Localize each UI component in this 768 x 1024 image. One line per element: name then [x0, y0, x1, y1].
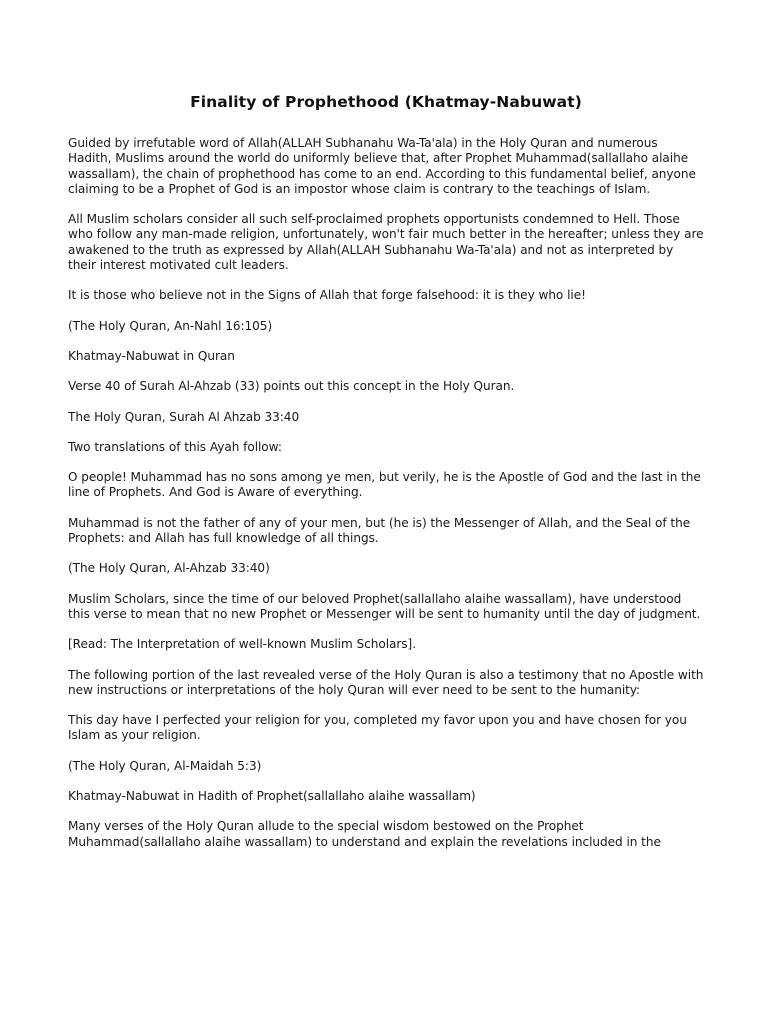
translation-paragraph: O people! Muhammad has no sons among ye men, but verily, he is the Apostle of God and the last in the line of Prophets. And God is Aware of everything. — [68, 470, 701, 500]
citation: (The Holy Quran, Al-Maidah 5:3) — [68, 758, 262, 773]
citation: (The Holy Quran, Al-Ahzab 33:40) — [68, 561, 270, 576]
paragraph: Guided by irrefutable word of Allah(ALLAH Subhanahu Wa-Ta'ala) in the Holy Quran and numerous Hadith, Muslims around the world do uniformly believe that, after Prophet Muhammad(sallallaho alaihe wassallam), the chain of prophethood has come to an end. According to this fundamental belief, anyone claiming to be a Prophet of God is an impostor whose claim is contrary to the teachings of Islam. — [68, 136, 696, 196]
read-reference: [Read: The Interpretation of well-known Muslim Scholars]. — [68, 637, 417, 652]
section-heading: Khatmay-Nabuwat in Hadith of Prophet(sallallaho alaihe wassallam) — [68, 789, 476, 804]
quote-paragraph: This day have I perfected your religion for you, completed my favor upon you and have chosen for you Islam as your religion. — [68, 713, 687, 743]
paragraph: Muslim Scholars, since the time of our beloved Prophet(sallallaho alaihe wassallam), have understood this verse to mean that no new Prophet or Messenger will be sent to humanity until the day of judgment. — [68, 591, 701, 621]
paragraph: Many verses of the Holy Quran allude to the special wisdom bestowed on the Prophet Muhammad(sallallaho alaihe wassallam) to understand and explain the revelations included in the — [68, 819, 661, 849]
paragraph: Two translations of this Ayah follow: — [68, 439, 282, 454]
document-page — [68, 92, 704, 865]
citation: The Holy Quran, Surah Al Ahzab 33:40 — [68, 409, 300, 424]
quote-paragraph: It is those who believe not in the Signs of Allah that forge falsehood: it is they who lie! — [68, 288, 586, 303]
translation-paragraph: Muhammad is not the father of any of your men, but (he is) the Messenger of Allah, and the Seal of the Prophets: and Allah has full knowledge of all things. — [68, 515, 691, 546]
paragraph: All Muslim scholars consider all such self-proclaimed prophets opportunists condemned to Hell. Those who follow any man-made religion, unfortunately, won't fair much better in the hereafter; unless they are awakened to the truth as expressed by Allah(ALLAH Subhanahu Wa-Ta'ala) and not as interpreted by their interest motivated cult leaders. — [68, 212, 704, 273]
document-title: Finality of Prophethood (Khatmay-Nabuwat) — [190, 93, 582, 111]
citation: (The Holy Quran, An-Nahl 16:105) — [68, 318, 273, 333]
section-heading: Khatmay-Nabuwat in Quran — [68, 348, 235, 363]
paragraph: Verse 40 of Surah Al-Ahzab (33) points out this concept in the Holy Quran. — [68, 379, 515, 394]
paragraph: The following portion of the last revealed verse of the Holy Quran is also a testimony that no Apostle with new instructions or interpretations of the holy Quran will ever need to be sent to the humanity: — [68, 667, 704, 697]
